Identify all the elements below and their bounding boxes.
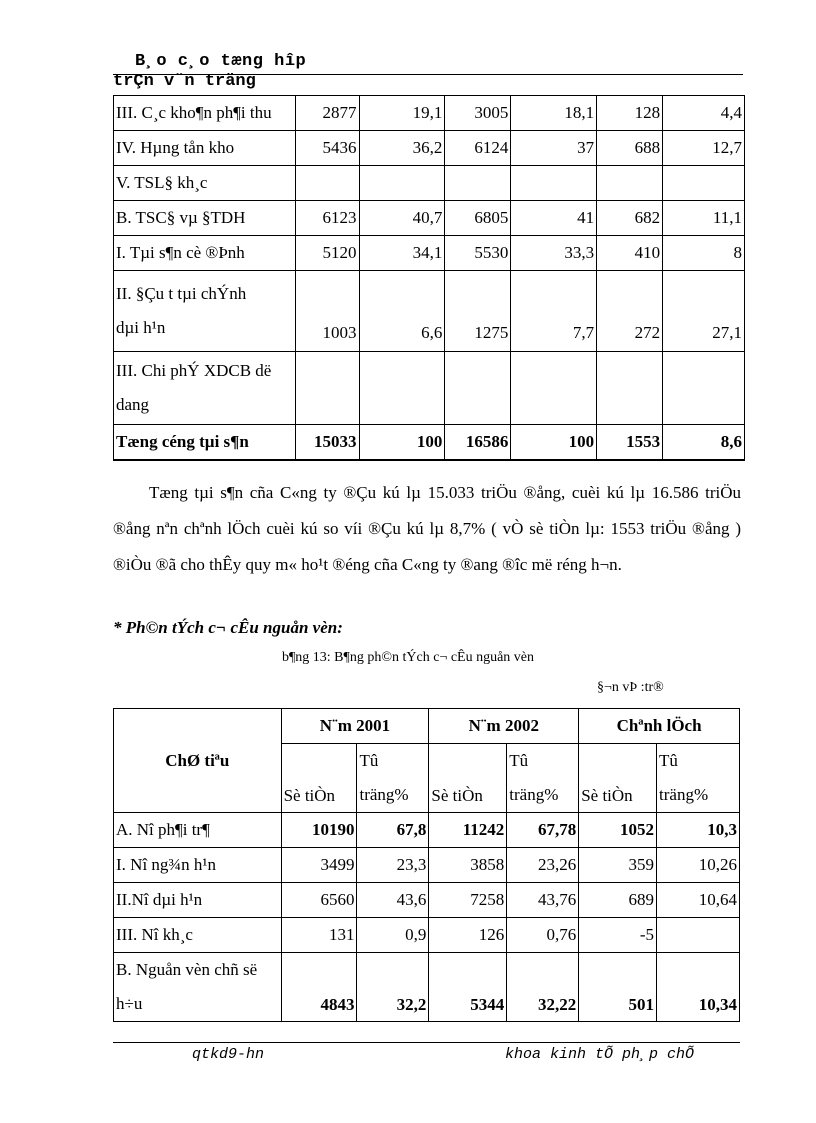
table-caption: b¶ng 13: B¶ng ph©n tÝch c¬ cÊu nguån vèn [281,650,535,665]
table-row [114,131,745,166]
cell-2001-amount: 6560 [281,883,357,918]
cell-diff-amount: 128 [597,96,663,131]
cell-2001-amount: 4843 [281,953,357,1022]
cell-2001-amount: 6123 [295,201,359,236]
cell-diff-ratio: 8,6 [663,425,745,461]
table-row [114,848,740,883]
cell-diff-amount: 501 [579,953,657,1022]
row-label-line2: dµi h¹n [116,318,166,337]
cell-diff-amount: 1052 [579,813,657,848]
row-label [114,352,296,425]
header-amount: Sè tiÒn [429,744,507,813]
capital-table [113,708,740,1022]
cell-2002-ratio [511,352,597,425]
cell-diff-ratio: 12,7 [663,131,745,166]
header-ratio-line2: träng% [359,785,409,804]
cell-2001-ratio: 67,8 [357,813,429,848]
cell-2002-ratio [511,166,597,201]
unit-label: §¬n vÞ :tr® [597,680,664,695]
cell-2001-ratio: 36,2 [359,131,445,166]
cell-diff-ratio [663,166,745,201]
cell-2001-ratio: 34,1 [359,236,445,271]
cell-2002-ratio: 23,26 [507,848,579,883]
cell-2002-amount: 3858 [429,848,507,883]
row-label: I. Tµi s¶n cè ®Þnh [114,236,296,271]
cell-2002-amount: 5530 [445,236,511,271]
cell-diff-ratio: 27,1 [663,271,745,352]
cell-2002-amount: 1275 [445,271,511,352]
cell-2002-ratio: 32,22 [507,953,579,1022]
row-label: IV. Hµng tån kho [114,131,296,166]
cell-2001-amount: 131 [281,918,357,953]
header-ratio [357,744,429,813]
cell-2001-ratio [359,352,445,425]
header-difference: Chªnh lÖch [579,709,740,744]
cell-2001-ratio: 0,9 [357,918,429,953]
cell-diff-amount: 688 [597,131,663,166]
table-row [114,96,745,131]
cell-2001-amount: 10190 [281,813,357,848]
row-label: I. Nî ng¾n h¹n [114,848,282,883]
cell-diff-ratio [657,918,740,953]
page-header [113,52,743,90]
cell-2002-amount [445,166,511,201]
cell-2002-ratio: 33,3 [511,236,597,271]
cell-2002-ratio: 67,78 [507,813,579,848]
row-label-line2: dang [116,395,150,414]
cell-2002-amount [445,352,511,425]
header-indicator: ChØ tiªu [114,709,282,813]
cell-diff-amount: 682 [597,201,663,236]
table-row [114,352,745,425]
cell-diff-amount: 1553 [597,425,663,461]
cell-diff-amount: 689 [579,883,657,918]
header-year-2002: N¨m 2002 [429,709,579,744]
cell-2001-ratio: 6,6 [359,271,445,352]
cell-2002-amount: 16586 [445,425,511,461]
row-label: A. Nî ph¶i tr¶ [114,813,282,848]
header-ratio-line2: träng% [509,785,559,804]
cell-2001-amount: 3499 [281,848,357,883]
table-header-row [114,709,740,744]
cell-diff-amount [597,166,663,201]
table-row [114,953,740,1022]
cell-2001-amount: 1003 [295,271,359,352]
header-amount: Sè tiÒn [281,744,357,813]
cell-2002-ratio: 18,1 [511,96,597,131]
cell-2002-ratio: 0,76 [507,918,579,953]
header-year-2001: N¨m 2001 [281,709,429,744]
paragraph-text: Tæng tµi s¶n cña C«ng ty ®Çu kú lµ 15.033 triÖu ®ång, cuèi kú lµ 16.586 triÖu ®ång nªn chªnh lÖch cuèi kú so víi ®Çu kú lµ 8,7% ( vÒ sè tiÒn lµ: 1553 triÖu ®ång ) ®iÒu ®ã cho thÊy quy m« ho¹t ®éng cña C«ng ty ®ang ®îc më réng h¬n. [113,483,741,574]
footer-left: qtkd9-hn [192,1046,265,1063]
cell-2001-amount: 5436 [295,131,359,166]
cell-diff-ratio: 10,3 [657,813,740,848]
row-label [114,271,296,352]
header-ratio [507,744,579,813]
row-label-line1: II. §Çu t tµi chÝnh [116,284,247,303]
header-ratio-line1: Tû [509,751,529,770]
cell-diff-ratio: 11,1 [663,201,745,236]
author-name: trÇn v¨n träng [113,72,256,91]
header-ratio [657,744,740,813]
row-label-line1: III. Chi phÝ XDCB dë [116,361,272,380]
table-row [114,918,740,953]
cell-diff-ratio [663,352,745,425]
cell-diff-ratio: 10,64 [657,883,740,918]
table-row [114,236,745,271]
header-ratio-line1: Tû [659,751,678,770]
cell-2002-ratio: 43,76 [507,883,579,918]
report-title: B¸o c¸o tæng hîp [135,52,307,71]
table-row [114,166,745,201]
table-row [114,883,740,918]
section-title: * Ph©n tÝch c¬ cÊu nguån vèn: [113,618,343,637]
cell-2001-ratio: 100 [359,425,445,461]
cell-2002-amount: 6124 [445,131,511,166]
row-label: II.Nî dµi h¹n [114,883,282,918]
cell-diff-amount: -5 [579,918,657,953]
cell-2001-amount: 5120 [295,236,359,271]
asset-table [113,95,745,461]
table-row [114,271,745,352]
table-row [114,813,740,848]
cell-2002-amount: 5344 [429,953,507,1022]
row-label-line1: B. Nguån vèn chñ së [116,960,258,979]
cell-2002-amount: 7258 [429,883,507,918]
cell-2002-amount: 3005 [445,96,511,131]
row-label: V. TSL§ kh¸c [114,166,296,201]
body-paragraph [113,475,741,583]
cell-diff-amount: 410 [597,236,663,271]
cell-2001-ratio: 40,7 [359,201,445,236]
header-ratio-line1: Tû [359,751,379,770]
cell-2001-ratio: 43,6 [357,883,429,918]
cell-2002-amount: 126 [429,918,507,953]
cell-2001-amount [295,166,359,201]
cell-diff-ratio: 10,26 [657,848,740,883]
cell-2002-ratio: 41 [511,201,597,236]
row-label-line2: h÷u [116,994,143,1013]
cell-2002-ratio: 100 [511,425,597,461]
row-label: Tæng céng tµi s¶n [114,425,296,461]
row-label: III. C¸c kho¶n ph¶i thu [114,96,296,131]
row-label: III. Nî kh¸c [114,918,282,953]
total-row [114,425,745,461]
row-label: B. TSC§ vµ §TDH [114,201,296,236]
cell-2002-amount: 11242 [429,813,507,848]
cell-diff-ratio: 8 [663,236,745,271]
cell-diff-amount: 359 [579,848,657,883]
cell-2001-amount: 2877 [295,96,359,131]
footer-right: khoa kinh tÕ ph¸p chÕ [505,1046,695,1063]
cell-2001-ratio: 32,2 [357,953,429,1022]
cell-2001-ratio: 19,1 [359,96,445,131]
cell-diff-ratio: 10,34 [657,953,740,1022]
cell-2002-ratio: 7,7 [511,271,597,352]
cell-2002-amount: 6805 [445,201,511,236]
cell-2002-ratio: 37 [511,131,597,166]
row-label [114,953,282,1022]
table-row [114,201,745,236]
header-amount: Sè tiÒn [579,744,657,813]
footer-rule [113,1042,740,1043]
cell-2001-amount [295,352,359,425]
cell-diff-ratio: 4,4 [663,96,745,131]
cell-diff-amount [597,352,663,425]
cell-diff-amount: 272 [597,271,663,352]
cell-2001-ratio [359,166,445,201]
cell-2001-amount: 15033 [295,425,359,461]
header-ratio-line2: träng% [659,785,709,804]
cell-2001-ratio: 23,3 [357,848,429,883]
